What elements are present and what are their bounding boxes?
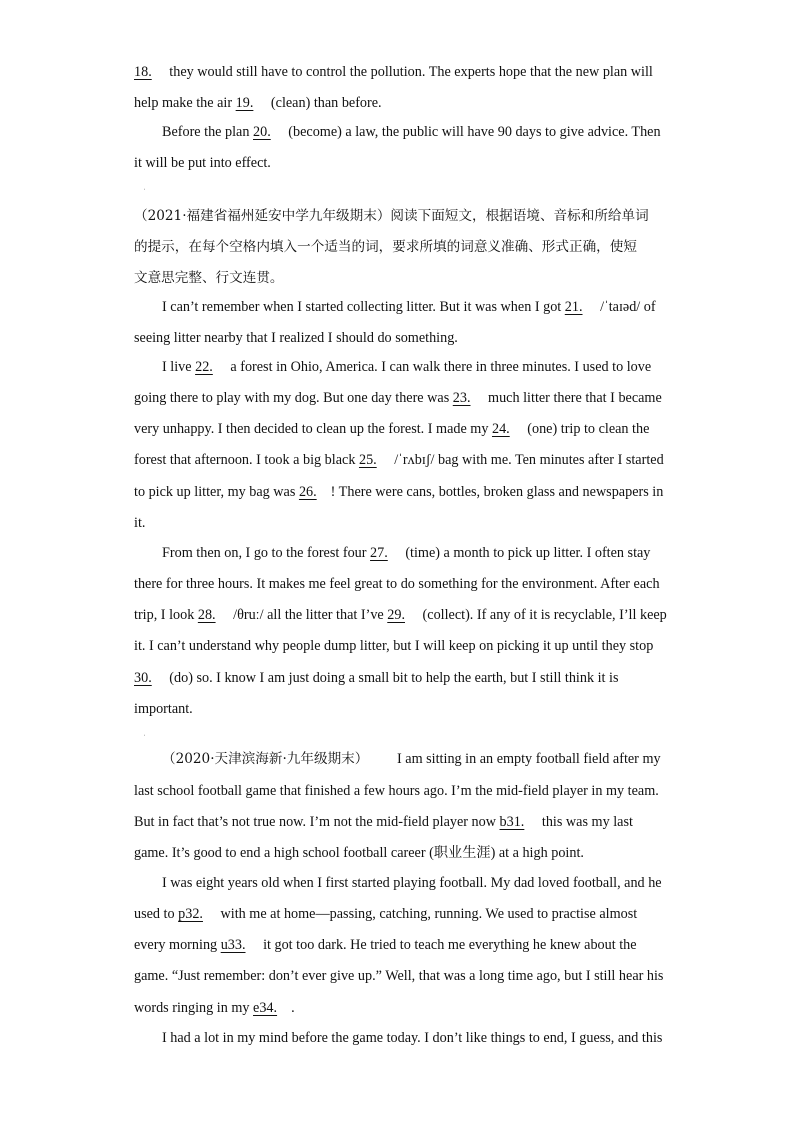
text-line: it. I can’t understand why people dump litter, but I will keep on picking it up until they stop xyxy=(134,638,654,654)
paragraph-mark: ˌ xyxy=(143,727,146,736)
section-heading: 的提示，在每个空格内填入一个适当的词，要求所填的词意义准确、形式正确，使短 xyxy=(134,239,637,255)
text-line xyxy=(162,749,368,769)
answer-blank-26[interactable]: 26. xyxy=(298,484,317,500)
text-line: I had a lot in my mind before the game today. I don’t like things to end, I guess, and this xyxy=(162,1030,663,1046)
answer-blank-20[interactable]: 20. xyxy=(253,124,271,140)
answer-blank-18[interactable]: 18. xyxy=(134,64,152,80)
answer-blank-23[interactable]: 23. xyxy=(452,390,471,406)
text-line: to pick up litter, my bag was 26. ! There were cans, bottles, broken glass and newspapers in xyxy=(134,484,664,500)
text-line: game. “Just remember: don’t ever give up.” Well, that was a long time ago, but I still hear his xyxy=(134,968,664,984)
answer-blank-32[interactable]: p32. xyxy=(178,906,203,922)
section-heading: 文意思完整、行文连贯。 xyxy=(134,270,284,286)
text-line: important. xyxy=(134,701,193,717)
text-line: game. It’s good to end a high school football career (职业生涯) at a high point. xyxy=(134,845,584,861)
answer-blank-29[interactable]: 29. xyxy=(387,607,405,623)
answer-blank-22[interactable]: 22. xyxy=(195,359,213,375)
answer-blank-24[interactable]: 24. xyxy=(491,421,510,437)
text-line: But in fact that’s not true now. I’m not the mid-field player now b31. this was my last xyxy=(134,814,633,830)
answer-blank-25[interactable]: 25. xyxy=(358,452,377,468)
answer-blank-34[interactable]: e34. xyxy=(253,1000,278,1016)
text-line: it. xyxy=(134,515,146,531)
text-line: I am sitting in an empty football field after my xyxy=(397,751,661,767)
text-line: going there to play with my dog. But one day there was 23. much litter there that I became xyxy=(134,390,662,406)
text-line: I live 22. a forest in Ohio, America. I can walk there in three minutes. I used to love xyxy=(162,359,652,375)
text-line: seeing litter nearby that I realized I should do something. xyxy=(134,330,458,346)
answer-blank-28[interactable]: 28. xyxy=(197,607,216,623)
answer-blank-30[interactable]: 30. xyxy=(134,670,152,686)
text-line: 30. (do) so. I know I am just doing a small bit to help the earth, but I still think it is xyxy=(134,670,619,686)
text-line: Before the plan 20. (become) a law, the public will have 90 days to give advice. Then xyxy=(162,124,661,140)
text-line: it will be put into effect. xyxy=(134,155,271,171)
text-line: last school football game that finished a few hours ago. I’m the mid-field player in my team. xyxy=(134,783,659,799)
answer-blank-19[interactable]: 19. xyxy=(235,95,254,111)
text-line: From then on, I go to the forest four 27. (time) a month to pick up litter. I often stay xyxy=(162,545,651,561)
text-line: very unhappy. I then decided to clean up the forest. I made my 24. (one) trip to clean the xyxy=(134,421,650,437)
text-line: I can’t remember when I started collecting litter. But it was when I got 21. /ˈtaɪəd/ of xyxy=(162,299,656,315)
answer-blank-21[interactable]: 21. xyxy=(564,299,583,315)
text-line: every morning u33. it got too dark. He tried to teach me everything he knew about the xyxy=(134,937,637,953)
section-heading: （2021·福建省福州延安中学九年级期末）阅读下面短文，根据语境、音标和所给单词 xyxy=(134,208,649,224)
text-line: words ringing in my e34. . xyxy=(134,1000,295,1016)
text-line: I was eight years old when I first started playing football. My dad loved football, and he xyxy=(162,875,662,891)
answer-blank-27[interactable]: 27. xyxy=(370,545,388,561)
text-line: used to p32. with me at home—passing, catching, running. We used to practise almost xyxy=(134,906,638,922)
answer-blank-33[interactable]: u33. xyxy=(220,937,246,953)
answer-blank-31[interactable]: b31. xyxy=(499,814,525,830)
text-line: there for three hours. It makes me feel great to do something for the environment. After each xyxy=(134,576,660,592)
text-line: help make the air 19. (clean) than before. xyxy=(134,95,382,111)
source-label: （2020·天津滨海新·九年级期末） xyxy=(162,751,369,767)
text-line: 18. they would still have to control the pollution. The experts hope that the new plan will xyxy=(134,64,653,80)
text-line: trip, I look 28. /θruː/ all the litter that I’ve 29. (collect). If any of it is recyclable, I’ll keep xyxy=(134,607,667,623)
text-line: forest that afternoon. I took a big black 25. /ˈrʌbɪʃ/ bag with me. Ten minutes after I started xyxy=(134,452,664,468)
paragraph-mark: ˌ xyxy=(143,181,146,190)
